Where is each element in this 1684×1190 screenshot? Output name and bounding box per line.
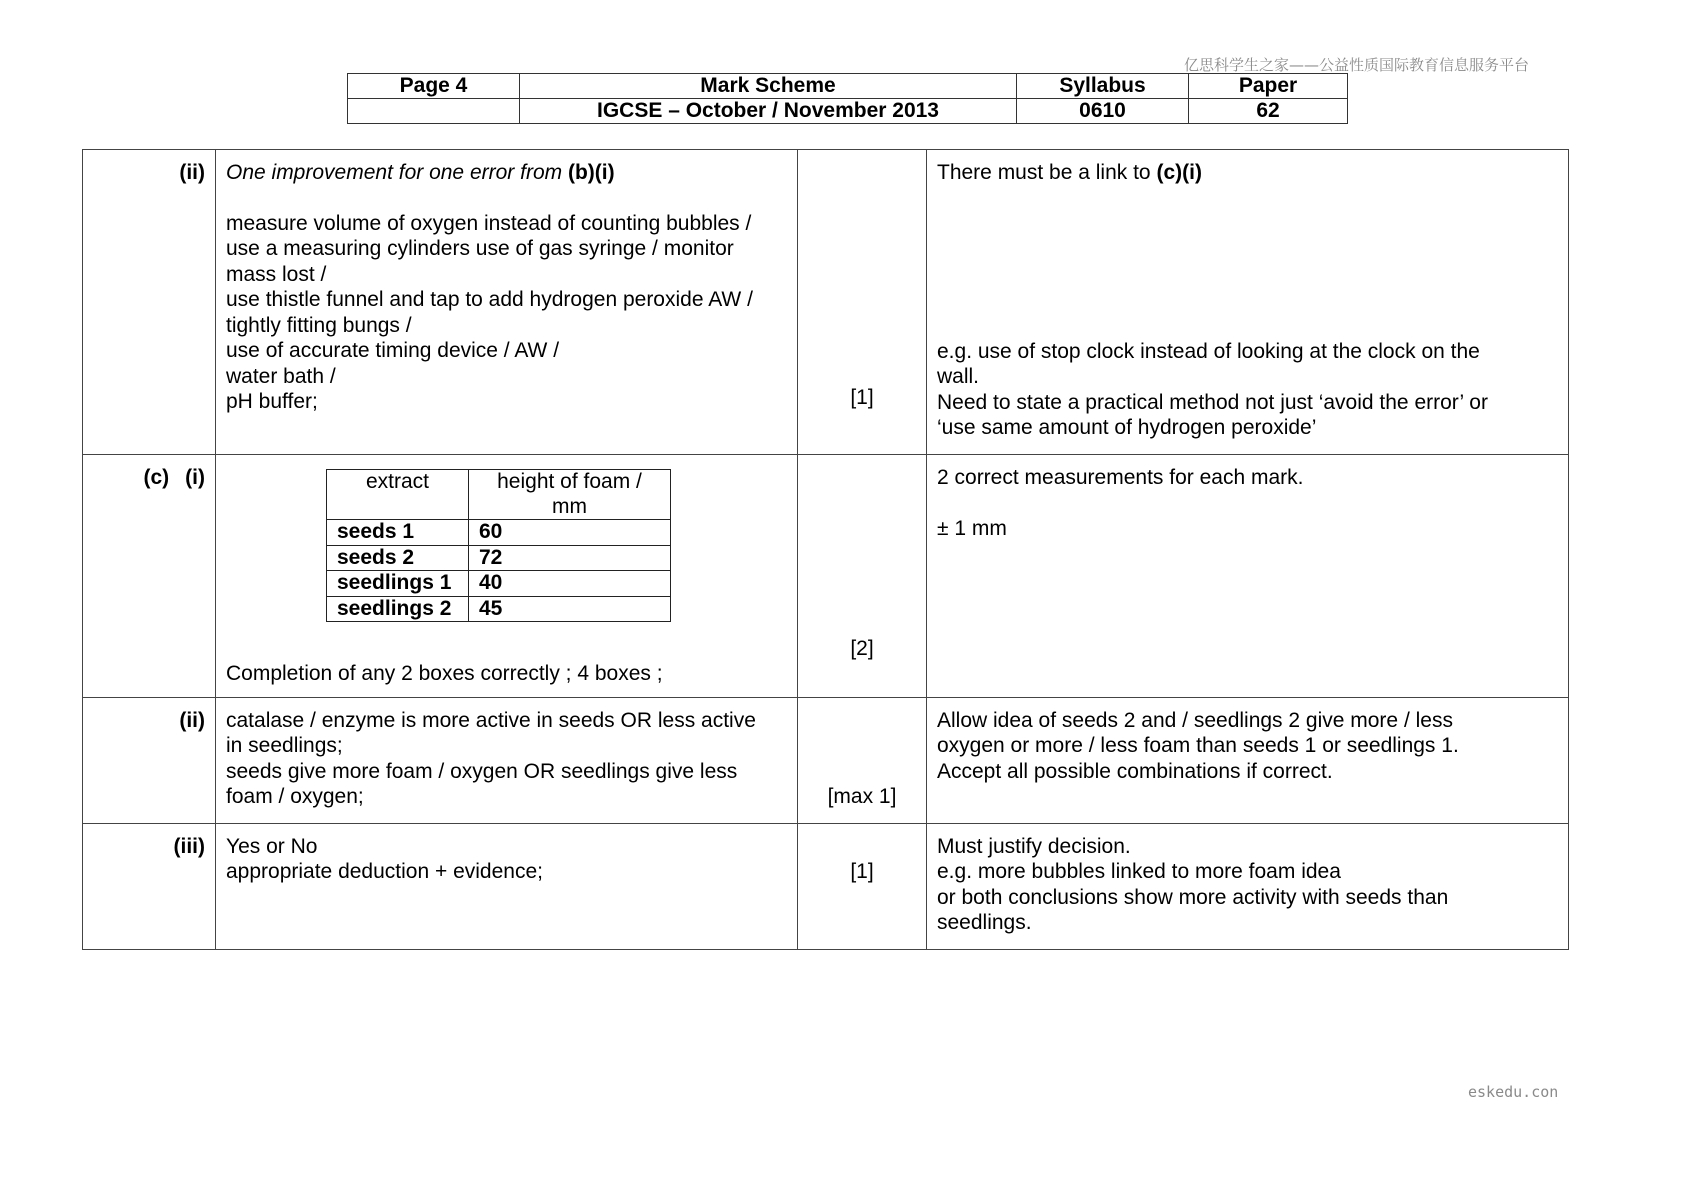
foam-table-header: extract [327,470,469,520]
guidance-line: or both conclusions show more activity with seeds than [937,885,1449,909]
answer-line: foam / oxygen; [226,785,364,808]
foam-extract-cell: seeds 2 [327,545,469,571]
answer-cell [216,150,798,455]
syllabus-label: Syllabus [1017,74,1189,99]
question-part: (c) [143,466,170,489]
syllabus-code: 0610 [1017,99,1189,124]
watermark-top: 亿思科学生之家——公益性质国际教育信息服务平台 [1184,56,1530,74]
guidance-line: wall. [937,365,980,388]
answer-line: appropriate deduction + evidence; [226,860,543,883]
answer-line: water bath / [226,364,336,388]
mark-cell [798,150,927,455]
table-row [83,455,1569,698]
foam-extract-cell: seedlings 2 [327,596,469,622]
guidance-line: Need to state a practical method not just ‘avoid the error’ or [937,390,1488,414]
page-label: Page 4 [348,74,520,99]
question-number: (ii) [83,697,216,823]
foam-results-table [326,469,671,622]
mark-scheme-table [82,149,1569,950]
foam-extract-cell: seeds 1 [327,520,469,546]
mark-value: [1] [850,859,874,883]
table-row [83,150,1569,455]
answer-cell [216,823,798,949]
mark-value: [1] [850,386,874,409]
foam-height-cell: 72 [469,545,671,571]
answer-line: use of accurate timing device / AW / [226,339,560,362]
guidance-line: seedlings. [937,911,1032,934]
mark-value: [max 1] [827,784,897,808]
answer-line: use thistle funnel and tap to add hydrogen peroxide AW / [226,288,753,311]
foam-table-header: height of foam / mm [469,470,671,520]
guidance-line: oxygen or more / less foam than seeds 1 or seedlings 1. [937,734,1459,757]
mark-cell [798,823,927,949]
foam-height-cell: 45 [469,596,671,622]
answer-line: measure volume of oxygen instead of counting bubbles / [226,211,752,235]
answer-cell [216,455,798,698]
answer-intro: One improvement for one error from [226,161,563,184]
guidance-line: e.g. use of stop clock instead of looking at the clock on the [937,339,1480,363]
exam-title: IGCSE – October / November 2013 [520,99,1017,124]
answer-line: seeds give more foam / oxygen OR seedlings give less [226,759,738,783]
guidance-cell [927,697,1569,823]
answer-cell [216,697,798,823]
table-row [83,697,1569,823]
answer-line: catalase / enzyme is more active in seeds OR less active [226,708,756,732]
doc-label: Mark Scheme [520,74,1017,99]
answer-line: mass lost / [226,262,327,286]
guidance-intro: There must be a link to [937,161,1151,184]
table-row [83,823,1569,949]
page-header-table [347,73,1348,124]
watermark-bottom: eskedu.con [1468,1083,1559,1101]
question-number: (ii) [83,150,216,455]
guidance-line: e.g. more bubbles linked to more foam idea [937,860,1341,883]
paper-label: Paper [1189,74,1348,99]
guidance-line: Allow idea of seeds 2 and / seedlings 2 give more / less [937,708,1453,732]
answer-line: in seedlings; [226,734,343,757]
answer-line: Yes or No [226,834,318,858]
paper-number: 62 [1189,99,1348,124]
guidance-cell [927,150,1569,455]
answer-line: use a measuring cylinders use of gas syringe / monitor [226,237,734,260]
answer-line: tightly fitting bungs / [226,313,412,337]
guidance-line: Must justify decision. [937,834,1131,858]
guidance-line: Accept all possible combinations if correct. [937,759,1333,783]
guidance-ref: (c)(i) [1156,161,1202,184]
guidance-line: ± 1 mm [937,516,1007,540]
answer-line: Completion of any 2 boxes correctly ; 4 boxes ; [226,662,663,685]
foam-height-cell: 60 [469,520,671,546]
answer-line: pH buffer; [226,390,318,413]
answer-ref: (b)(i) [567,161,615,184]
mark-value: [2] [850,637,874,660]
foam-extract-cell: seedlings 1 [327,571,469,597]
question-number: (c) (i) [83,455,216,698]
mark-cell [798,455,927,698]
guidance-line: ‘use same amount of hydrogen peroxide’ [937,416,1317,439]
guidance-cell [927,823,1569,949]
page-value [348,99,520,124]
guidance-cell [927,455,1569,698]
mark-cell [798,697,927,823]
guidance-line: 2 correct measurements for each mark. [937,466,1304,489]
question-number: (iii) [83,823,216,949]
foam-height-cell: 40 [469,571,671,597]
